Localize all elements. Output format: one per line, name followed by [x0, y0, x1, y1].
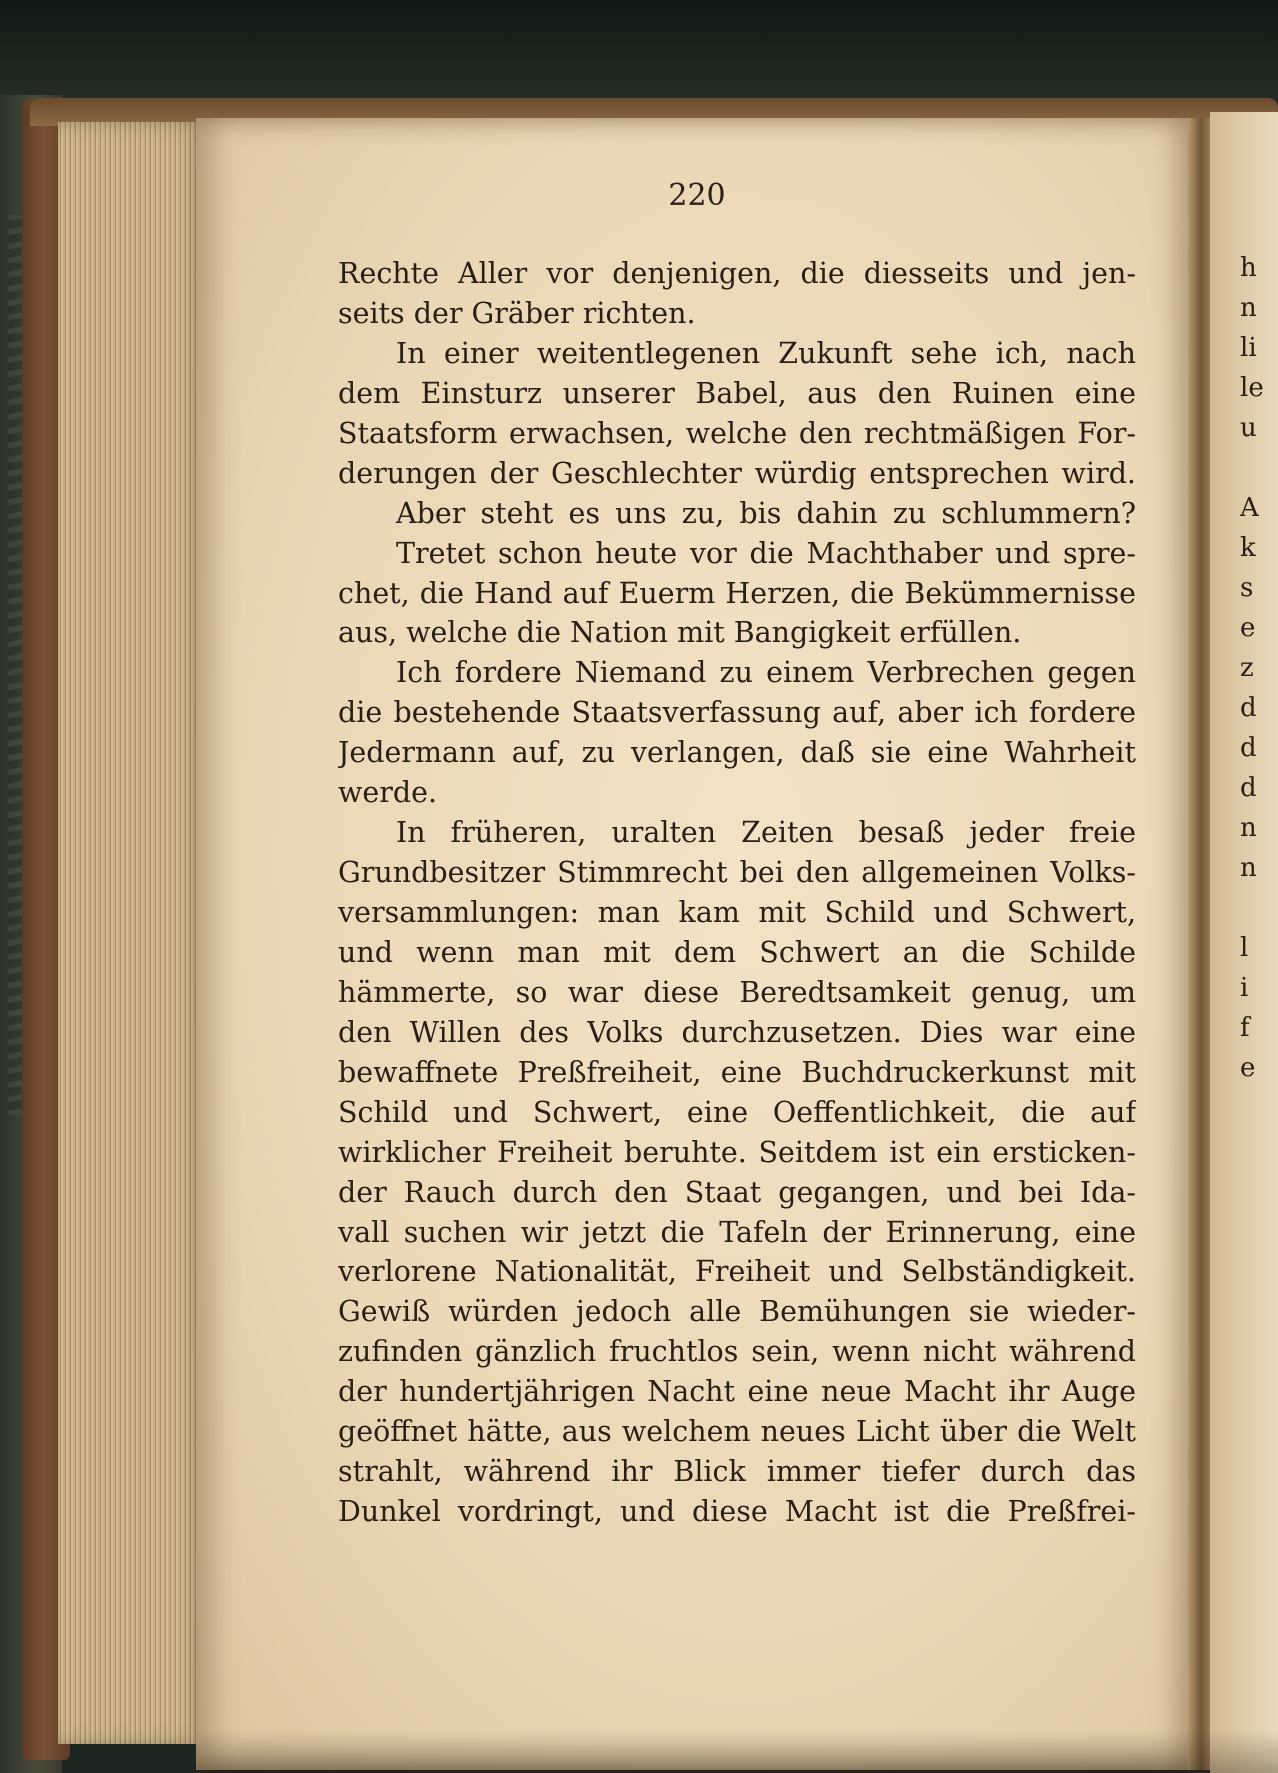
text-line: Tretet schon heute vor die Machthaber und spre- — [396, 536, 1136, 570]
text-line: Dunkel vordringt, und diese Macht ist die Preßfrei- — [338, 1495, 1136, 1529]
text-line: aus, welche die Nation mit Bangigkeit erfüllen. — [338, 616, 1022, 650]
text-line: dem Einsturz unserer Babel, aus den Ruinen eine — [338, 376, 1136, 410]
next-page-fragment: le — [1240, 373, 1264, 403]
next-page-fragment — [1240, 888, 1278, 928]
text-line: bewaffnete Preßfreiheit, eine Buchdruckerkunst mit — [338, 1055, 1136, 1089]
text-line: versammlungen: man kam mit Schild und Schwert, — [338, 896, 1136, 929]
text-line: wirklicher Freiheit beruhte. Seitdem ist ein ersticken- — [338, 1135, 1136, 1169]
next-page-fragment: A — [1240, 493, 1259, 523]
next-page-fragment: n — [1240, 853, 1257, 883]
text-line: den Willen des Volks durchzusetzen. Dies war eine — [338, 1015, 1136, 1049]
text-line: werde. — [338, 776, 438, 810]
text-line: Staatsform erwachsen, welche den rechtmäßigen For- — [338, 416, 1136, 450]
text-line: Rechte Aller vor denjenigen, die diesseits und jen- — [338, 257, 1136, 290]
text-line: hämmerte, so war diese Beredtsamkeit genug, um — [338, 975, 1136, 1009]
next-page-fragment — [1240, 448, 1278, 488]
page-text — [338, 254, 1136, 1532]
text-line: der Rauch durch den Staat gegangen, und bei Ida- — [338, 1175, 1136, 1209]
text-line: und wenn man mit dem Schwert an die Schilde — [338, 935, 1136, 969]
next-page-fragment: k — [1240, 533, 1256, 563]
text-line: chet, die Hand auf Euerm Herzen, die Bekümmernisse — [338, 576, 1136, 610]
next-page-fragment: s — [1240, 573, 1254, 603]
text-line: In früheren, uralten Zeiten besaß jeder freie — [396, 816, 1136, 850]
next-page-fragment: d — [1240, 733, 1257, 763]
text-line: derungen der Geschlechter würdig entsprechen wird. — [338, 456, 1136, 490]
next-page-fragment: u — [1240, 413, 1257, 443]
page-edges — [58, 122, 208, 1744]
book-page — [196, 118, 1198, 1770]
text-line: die bestehende Staatsverfassung auf, aber ich fordere — [338, 696, 1136, 730]
next-page-fragment: d — [1240, 773, 1257, 803]
text-line: geöffnet hätte, aus welchem neues Licht über die Welt — [338, 1415, 1136, 1449]
text-line: In einer weitentlegenen Zukunft sehe ich, nach — [396, 336, 1136, 370]
text-line: Gewiß würden jedoch alle Bemühungen sie wieder- — [338, 1295, 1136, 1329]
next-page-fragment: z — [1240, 653, 1254, 683]
next-page-fragment: n — [1240, 293, 1257, 323]
text-line: Jedermann auf, zu verlangen, daß sie eine Wahrheit — [338, 736, 1136, 770]
next-page-fragment: h — [1240, 253, 1257, 283]
next-page-fragment: l — [1240, 933, 1249, 963]
text-line: vall suchen wir jetzt die Tafeln der Erinnerung, eine — [338, 1215, 1136, 1249]
text-line: strahlt, während ihr Blick immer tiefer durch das — [338, 1455, 1136, 1489]
next-page-fragment: e — [1240, 613, 1256, 643]
text-line: Ich fordere Niemand zu einem Verbrechen gegen — [396, 656, 1136, 690]
next-page-fragment: n — [1240, 813, 1257, 843]
text-line: Schild und Schwert, eine Oeffentlichkeit, die auf — [338, 1095, 1136, 1129]
text-line: seits der Gräber richten. — [338, 296, 696, 330]
next-page-fragment: li — [1240, 333, 1257, 363]
text-line: Aber steht es uns zu, bis dahin zu schlummern? — [396, 496, 1136, 530]
bottom-shadow — [196, 1730, 1278, 1773]
text-line: verlorene Nationalität, Freiheit und Selbständigkeit. — [338, 1255, 1136, 1289]
page-number: 220 — [668, 178, 726, 213]
next-page-fragment: i — [1240, 973, 1249, 1003]
text-line: der hundertjährigen Nacht eine neue Macht ihr Auge — [338, 1375, 1136, 1409]
next-page-fragment: f — [1240, 1013, 1250, 1043]
next-page-fragment: d — [1240, 693, 1257, 723]
text-line: zufinden gänzlich fruchtlos sein, wenn nicht während — [338, 1335, 1136, 1369]
next-page-text-fragments — [1240, 248, 1278, 1088]
next-page-fragment: e — [1240, 1053, 1256, 1083]
text-line: Grundbesitzer Stimmrecht bei den allgemeinen Volks- — [338, 856, 1136, 890]
